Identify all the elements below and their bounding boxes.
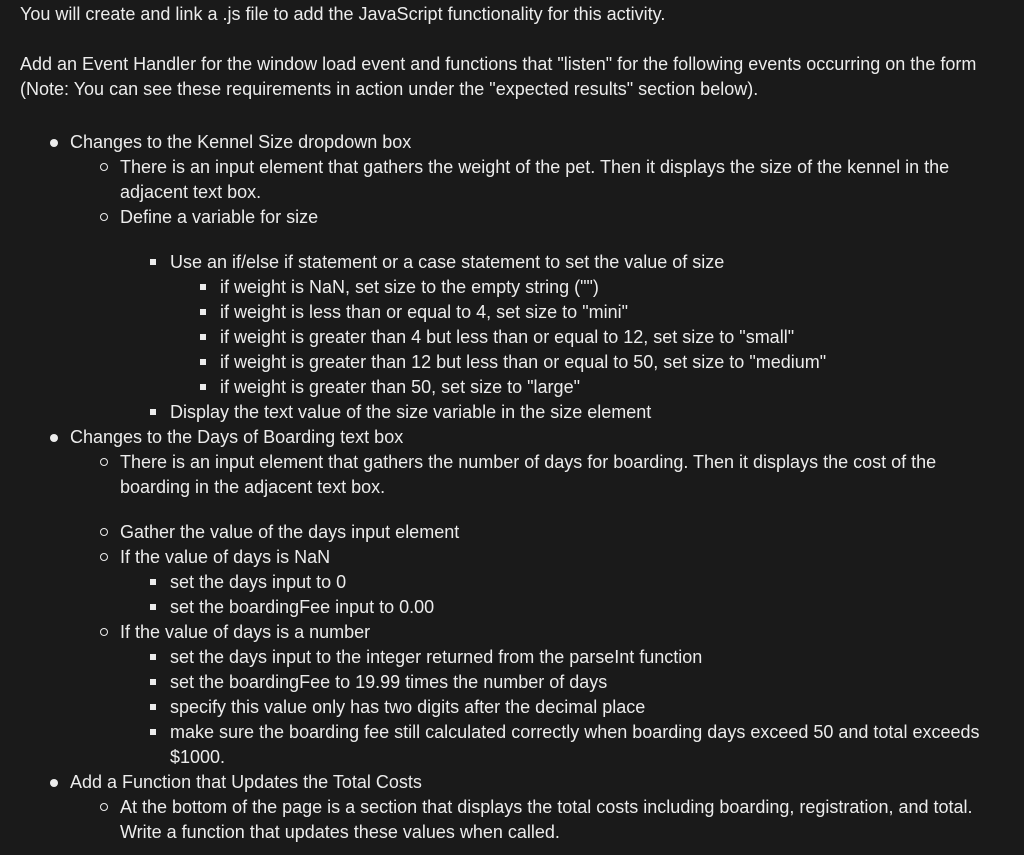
list-item-text: if weight is greater than 50, set size to "large" — [220, 377, 580, 397]
list-item — [120, 205, 1010, 425]
list-item — [170, 645, 1010, 670]
list-item — [220, 275, 1010, 300]
size-conditions-list — [220, 275, 1010, 400]
event-handler-paragraph: Add an Event Handler for the window load event and functions that "listen" for the following events occurring on the form (Note: You can see these requirements in action under the "expected results" section below). — [20, 54, 977, 99]
list-item-text: if weight is less than or equal to 4, set size to "mini" — [220, 302, 628, 322]
list-item-text: make sure the boarding fee still calculated correctly when boarding days exceed 50 and total exceeds $1000. — [170, 722, 980, 767]
days-of-boarding-sublist — [120, 450, 1010, 770]
list-item — [220, 325, 1010, 350]
list-item — [120, 795, 1010, 845]
list-item — [220, 375, 1010, 400]
list-item-text: if weight is NaN, set size to the empty string ("") — [220, 277, 599, 297]
list-item-total-costs — [70, 770, 1010, 845]
number-steps-list — [170, 645, 1010, 770]
section-title-kennel-size: Changes to the Kennel Size dropdown box — [70, 132, 412, 152]
list-item — [170, 250, 1010, 400]
list-item-text: Use an if/else if statement or a case statement to set the value of size — [170, 252, 725, 272]
list-item — [220, 350, 1010, 375]
list-item — [170, 670, 1010, 695]
list-item-text: Define a variable for size — [120, 207, 319, 227]
size-variable-sublist — [170, 250, 1010, 425]
list-item-text: Gather the value of the days input element — [120, 522, 460, 542]
requirements-list — [70, 130, 1010, 845]
list-item — [120, 520, 1010, 545]
list-item-text: There is an input element that gathers the number of days for boarding. Then it displays the cost of the boarding in the adjacent text box. — [120, 452, 937, 497]
list-item — [170, 720, 1010, 770]
list-item-text: Display the text value of the size variable in the size element — [170, 402, 652, 422]
section-title-total-costs: Add a Function that Updates the Total Costs — [70, 772, 422, 792]
list-item-kennel-size — [70, 130, 1010, 425]
list-item — [220, 300, 1010, 325]
section-title-days-of-boarding: Changes to the Days of Boarding text box — [70, 427, 404, 447]
list-item-days-of-boarding — [70, 425, 1010, 770]
list-item-text: specify this value only has two digits after the decimal place — [170, 697, 646, 717]
list-item-text: At the bottom of the page is a section that displays the total costs including boarding, registration, and total. Write a function that updates these values when called. — [120, 797, 973, 842]
nan-steps-list — [170, 570, 1010, 620]
list-item-text: if weight is greater than 12 but less than or equal to 50, set size to "medium" — [220, 352, 827, 372]
list-item-text: If the value of days is a number — [120, 622, 371, 642]
list-item-text: set the days input to the integer returned from the parseInt function — [170, 647, 703, 667]
list-item — [170, 570, 1010, 595]
list-item-text: There is an input element that gathers the weight of the pet. Then it displays the size of the kennel in the adjacent text box. — [120, 157, 950, 202]
list-item-text: set the days input to 0 — [170, 572, 347, 592]
list-item — [170, 400, 1010, 425]
list-item — [120, 450, 1010, 500]
list-item-text: set the boardingFee input to 0.00 — [170, 597, 435, 617]
intro-text: You will create and link a .js file to add the JavaScript functionality for this activity. — [20, 4, 666, 24]
list-item-text: If the value of days is NaN — [120, 547, 331, 567]
total-costs-sublist — [120, 795, 1010, 845]
list-item — [120, 620, 1010, 770]
list-item — [170, 595, 1010, 620]
list-item — [120, 155, 1010, 205]
list-item — [170, 695, 1010, 720]
list-item-text: if weight is greater than 4 but less than or equal to 12, set size to "small" — [220, 327, 795, 347]
list-item — [120, 545, 1010, 620]
list-item-text: set the boardingFee to 19.99 times the number of days — [170, 672, 608, 692]
kennel-size-sublist — [120, 155, 1010, 425]
